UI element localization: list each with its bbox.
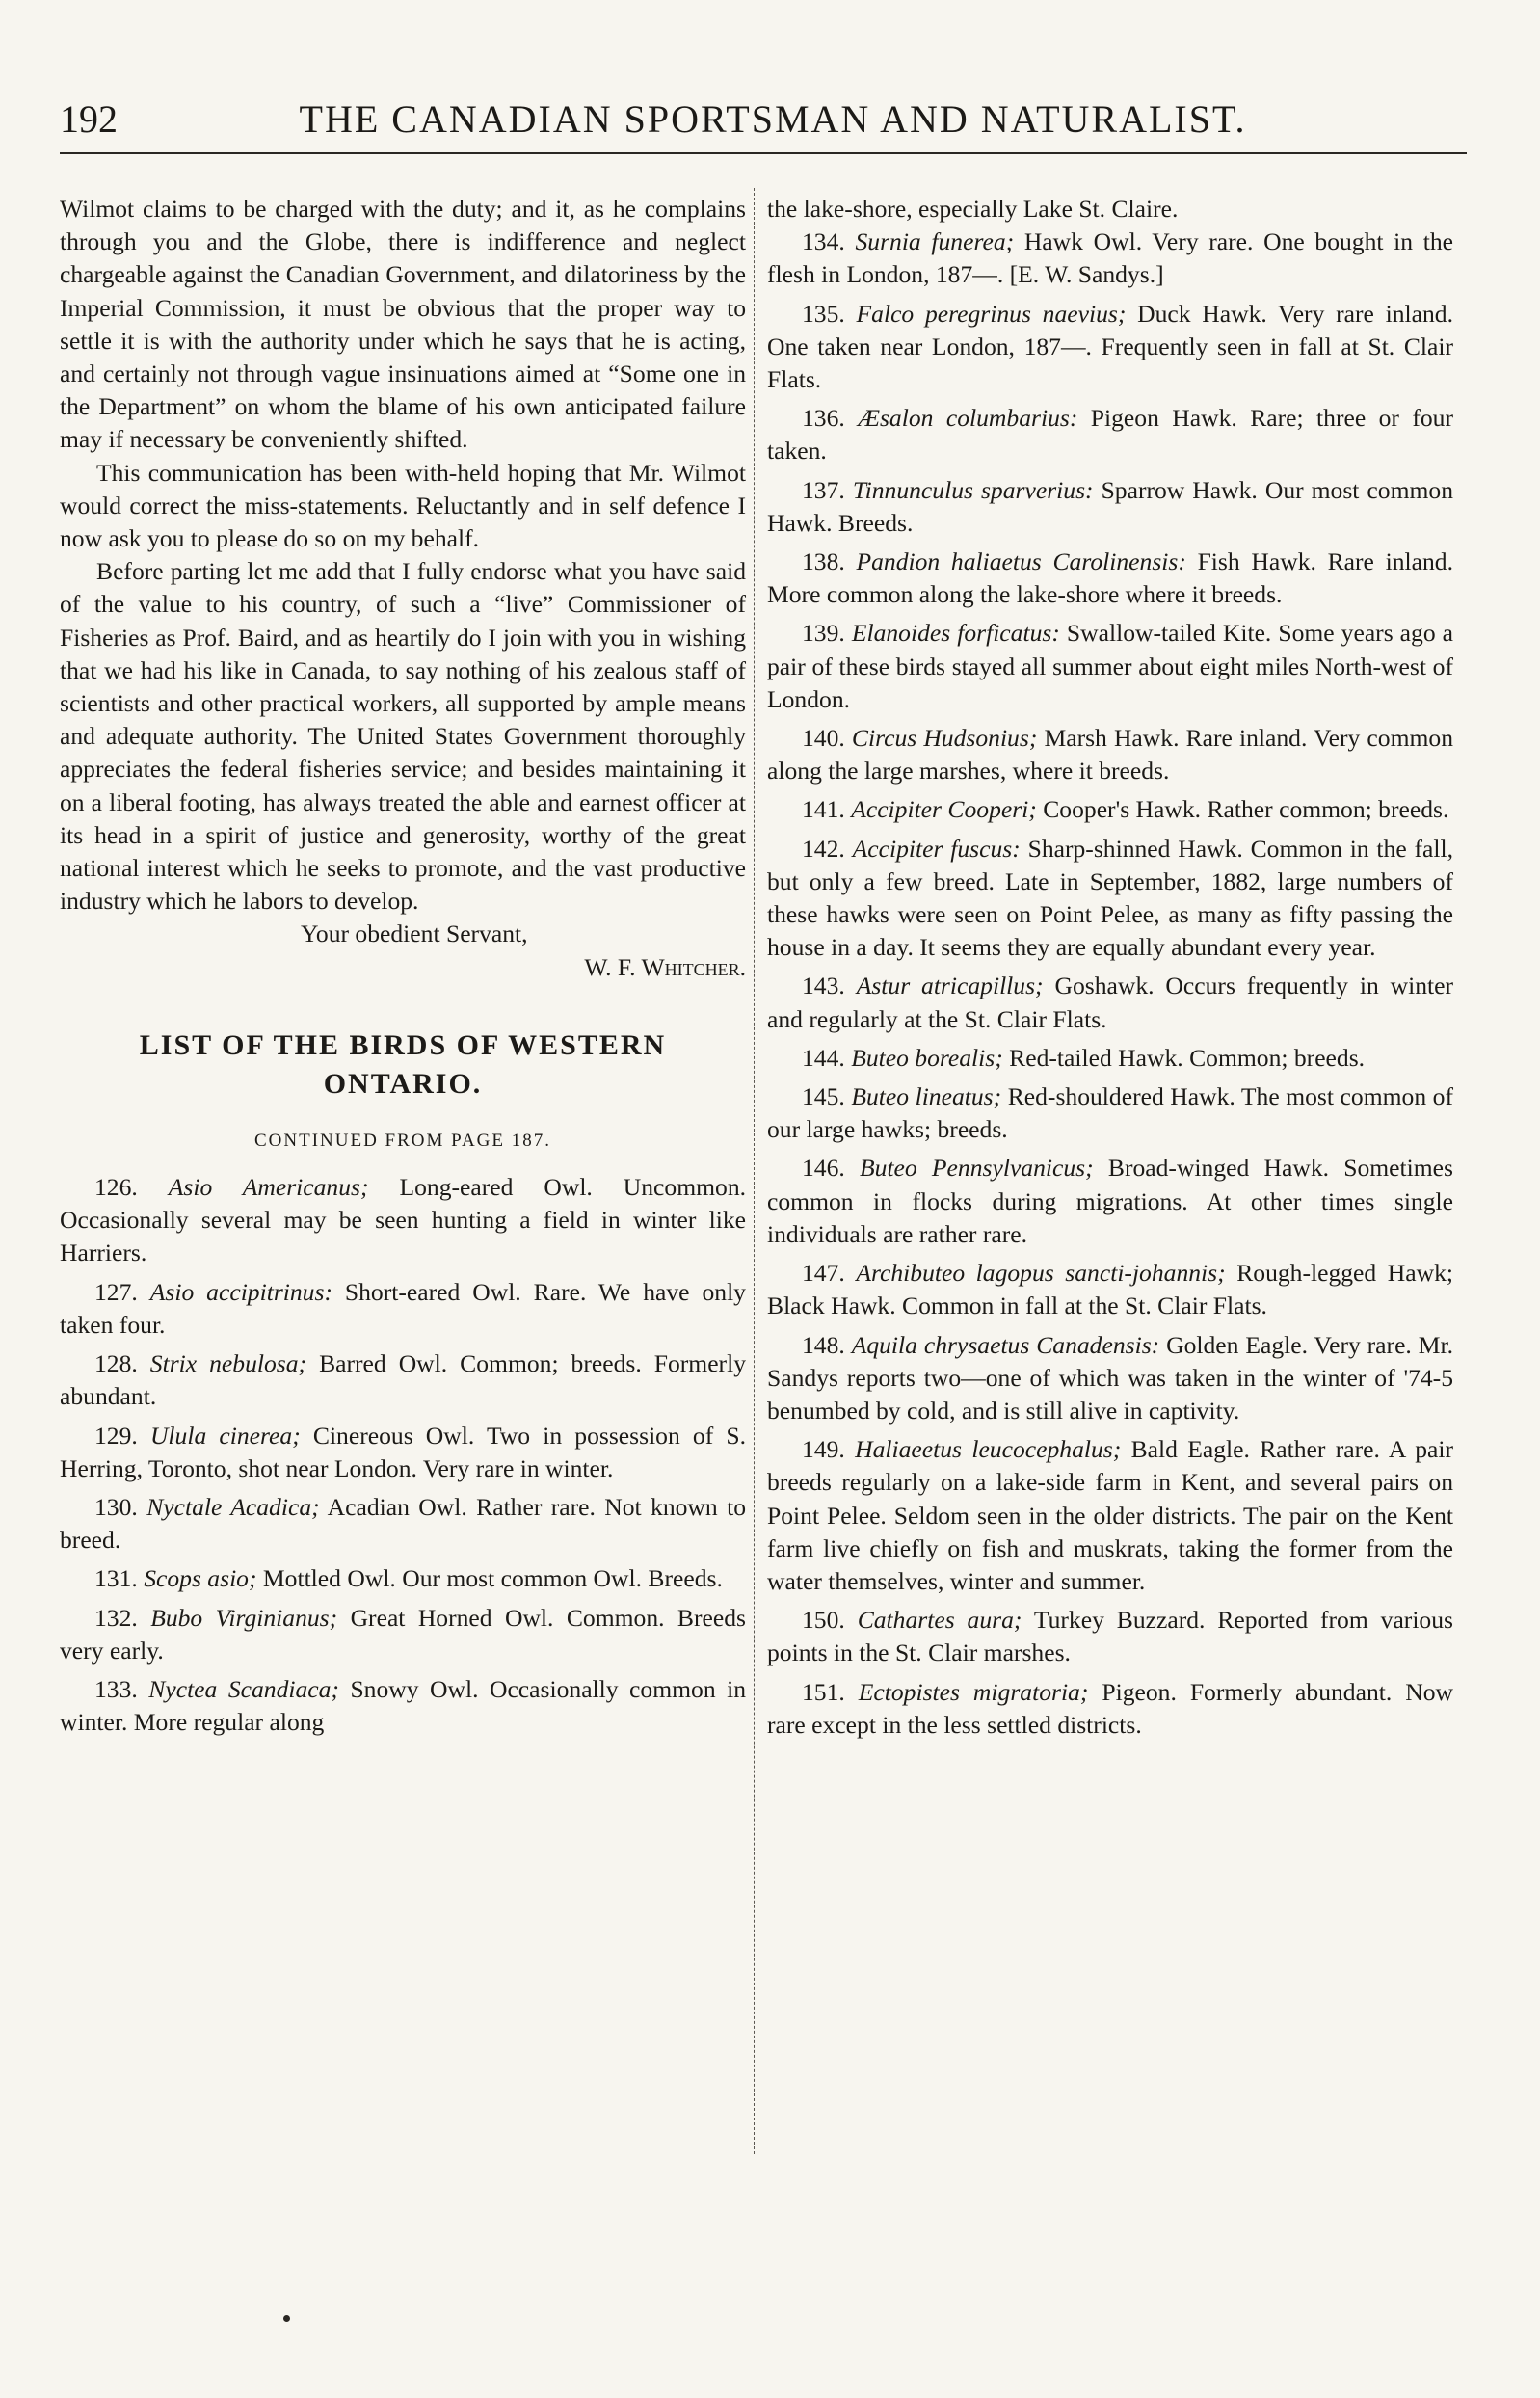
bird-entry (767, 1257, 1453, 1322)
entry-number: 146. (802, 1154, 845, 1183)
right-column (767, 193, 1453, 1747)
bird-entry (767, 1604, 1453, 1669)
bird-entry (60, 1491, 746, 1557)
entry-number: 129. (94, 1421, 138, 1450)
bird-entry (60, 1673, 746, 1739)
bird-list-right (767, 226, 1453, 1742)
entry-continuation: the lake-shore, especially Lake St. Claire. (767, 195, 1179, 223)
bird-entry (767, 1676, 1453, 1742)
letter-paragraph: Before parting let me add that I fully endorse what you have said of the value to his country, of such a “live” Commissioner of Fisheries as Prof. Baird, and as heartily do I join with you in wishing that we had his like in Canada, to say nothing of his zealous staff of scientists and other practical workers, all supported by ample means and adequate authority. The United States Government thoroughly appreciates the federal fisheries service; and besides maintaining it on a liberal footing, has always treated the able and earnest officer at its head in a spirit of justice and generosity, worthy of the great national interest which he seeks to promote, and the vast productive industry which he labors to develop. (60, 557, 746, 916)
entry-description: Bald Eagle. Rather rare. A pair breeds regularly on a lake-side farm in Kent, and several pairs on Point Pelee. Seldom seen in the older districts. The pair on the Kent farm live chiefly on fish and muskrats, taking the former from the water themselves, winter and summer. (767, 1435, 1454, 1595)
running-title: THE CANADIAN SPORTSMAN AND NATURALIST. (299, 96, 1247, 141)
left-column (60, 193, 746, 1745)
bird-entry (60, 1276, 746, 1342)
entry-number: 131. (94, 1564, 138, 1593)
column-divider (754, 188, 755, 2154)
entry-number: 136. (802, 404, 845, 433)
scientific-name: Ectopistes migratoria; (858, 1677, 1089, 1706)
scientific-name: Aquila chrysaetus Canadensis: (851, 1330, 1160, 1359)
entry-number: 144. (802, 1043, 845, 1072)
entry-description: Rough-legged Hawk; Black Hawk. Common in fall at the St. Clair Flats. (767, 1259, 1453, 1320)
entry-number: 139. (802, 619, 845, 648)
entry-number: 143. (802, 972, 845, 1000)
entry-number: 148. (802, 1330, 845, 1359)
entry-description: Pigeon Hawk. Rare; three or four taken. (767, 404, 1453, 466)
scientific-name: Astur atricapillus; (856, 972, 1044, 1000)
entry-number: 149. (802, 1435, 845, 1464)
entry-number: 140. (802, 724, 845, 753)
entry-description: Duck Hawk. Very rare inland. One taken near London, 187—. Frequently seen in fall at St. Clair Flats. (767, 299, 1453, 394)
bird-entry (767, 793, 1453, 826)
entry-description: Goshawk. Occurs frequently in winter and regularly at the St. Clair Flats. (767, 972, 1454, 1033)
entry-description: Broad-winged Hawk. Sometimes common in flocks during migrations. At other times single individuals are rather rare. (767, 1154, 1453, 1248)
entry-number: 132. (94, 1603, 138, 1632)
entry-number: 147. (802, 1259, 845, 1288)
bird-entry (767, 298, 1453, 397)
entry-description: Mottled Owl. Our most common Owl. Breeds. (262, 1564, 723, 1593)
scientific-name: Falco peregrinus naevius; (856, 299, 1127, 328)
entry-number: 127. (94, 1277, 138, 1306)
letter-paragraph: This communication has been with-held hoping that Mr. Wilmot would correct the miss-statements. Reluctantly and in self defence I now ask you to please do so on my behalf. (60, 458, 746, 553)
scientific-name: Accipiter Cooperi; (851, 795, 1037, 824)
entry-description: Golden Eagle. Very rare. Mr. Sandys reports two—one of which was taken in the winter of '74-5 benumbed by cold, and is still alive in captivity. (767, 1330, 1453, 1425)
scientific-name: Tinnunculus sparverius: (852, 475, 1094, 504)
bird-entry (767, 226, 1453, 291)
page-number: 192 (60, 96, 118, 141)
continued-note: CONTINUED FROM PAGE 187. (253, 1130, 552, 1151)
scientific-name: Bubo Virginianus; (150, 1603, 338, 1632)
scientific-name: Cathartes aura; (857, 1606, 1022, 1635)
entry-number: 142. (802, 834, 845, 863)
entry-number: 130. (94, 1492, 138, 1521)
entry-number: 151. (802, 1677, 845, 1706)
bird-entry (767, 474, 1453, 540)
entry-number: 134. (802, 227, 845, 256)
entry-description: Turkey Buzzard. Reported from various points in the St. Clair marshes. (767, 1606, 1453, 1667)
bird-entry (60, 1171, 746, 1270)
entry-number: 145. (802, 1082, 845, 1111)
entry-description: Short-eared Owl. Rare. We have only taken four. (60, 1277, 746, 1339)
scientific-name: Ulula cinerea; (149, 1421, 301, 1450)
entry-description: Cooper's Hawk. Rather common; breeds. (1043, 795, 1449, 824)
entry-description: Swallow-tailed Kite. Some years ago a pair of these birds stayed all summer about eight miles North-west of London. (767, 619, 1454, 713)
bird-entry (767, 1329, 1453, 1428)
entry-description: Sharp-shinned Hawk. Common in the fall, but only a few breed. Late in September, 1882, large numbers of these hawks were seen on Point Pelee, as many as fifty passing the house in a day. It seems they are equally abundant every year. (767, 834, 1454, 962)
bird-entry (767, 617, 1453, 716)
entry-description: Red-tailed Hawk. Common; breeds. (1009, 1043, 1366, 1072)
scientific-name: Pandion haliaetus Carolinensis: (856, 547, 1186, 576)
bird-entry (60, 1602, 746, 1667)
bird-entry (767, 722, 1453, 787)
page-header (60, 85, 1467, 154)
entry-number: 141. (802, 795, 845, 824)
scientific-name: Asio accipitrinus: (149, 1277, 332, 1306)
bird-entry (767, 1152, 1453, 1251)
letter-paragraph: Wilmot claims to be charged with the duty; and it, as he complains through you and the Globe, there is indifference and neglect chargeable against the Canadian Government, and dilatoriness by the Imperial Commission, it must be obvious that the proper way to settle it is with the authority under which he says that he is acting, and certainly not through vague insinuations aimed at “Some one in the Department” on whom the blame of his own anticipated failure may if necessary be conveniently shifted. (60, 195, 746, 454)
bird-entry (767, 970, 1453, 1035)
list-title: LIST OF THE BIRDS OF WESTERN ONTARIO. (139, 1028, 667, 1100)
bird-entry (767, 1042, 1453, 1075)
bird-entry (767, 402, 1453, 467)
entry-description: Sparrow Hawk. Our most common Hawk. Breeds. (767, 475, 1453, 537)
scientific-name: Buteo lineatus; (851, 1082, 1002, 1111)
scientific-name: Surnia funerea; (855, 227, 1015, 256)
scientific-name: Æsalon columbarius: (858, 404, 1078, 433)
scientific-name: Circus Hudsonius; (851, 724, 1038, 753)
entry-description: Marsh Hawk. Rare inland. Very common along the large marshes, where it breeds. (767, 724, 1453, 786)
letter-signature: W. F. Whitcher. (584, 952, 746, 981)
scientific-name: Scops asio; (144, 1564, 257, 1593)
scientific-name: Buteo borealis; (851, 1043, 1003, 1072)
scientific-name: Buteo Pennsylvanicus; (860, 1154, 1094, 1183)
bird-entry (60, 1420, 746, 1485)
entry-number: 133. (94, 1674, 138, 1703)
scientific-name: Asio Americanus; (168, 1173, 369, 1202)
bird-entry (60, 1347, 746, 1413)
bird-entry (767, 833, 1453, 965)
entry-description: Pigeon. Formerly abundant. Now rare except in the less settled districts. (767, 1677, 1453, 1739)
entry-description: Red-shouldered Hawk. The most common of our large hawks; breeds. (767, 1082, 1453, 1144)
scientific-name: Nyctea Scandiaca; (148, 1674, 339, 1703)
entry-description: Cinereous Owl. Two in possession of S. Herring, Toronto, shot near London. Very rare in winter. (60, 1421, 747, 1482)
entry-number: 126. (94, 1173, 138, 1202)
bird-entry (60, 1562, 746, 1595)
bird-entry (767, 1433, 1453, 1598)
entry-description: Long-eared Owl. Uncommon. Occasionally several may be seen hunting a field in winter like Harriers. (60, 1173, 747, 1267)
bird-entry (767, 1080, 1453, 1146)
entry-number: 135. (802, 299, 845, 328)
scientific-name: Accipiter fuscus: (852, 834, 1021, 863)
entry-description: Hawk Owl. Very rare. One bought in the flesh in London, 187—. [E. W. Sandys.] (767, 227, 1453, 289)
bird-entry (767, 546, 1453, 611)
entry-number: 138. (802, 547, 845, 576)
bird-list-left (60, 1171, 746, 1739)
letter-closing: Your obedient Servant, (301, 919, 528, 948)
entry-number: 150. (802, 1606, 845, 1635)
entry-description: Great Horned Owl. Common. Breeds very early. (60, 1603, 746, 1665)
scientific-name: Strix nebulosa; (149, 1349, 307, 1378)
scientific-name: Nyctale Acadica; (146, 1492, 320, 1521)
entry-number: 137. (802, 475, 845, 504)
scientific-name: Haliaeetus leucocephalus; (855, 1435, 1122, 1464)
scientific-name: Elanoides forficatus: (851, 619, 1060, 648)
scientific-name: Archibuteo lagopus sancti-johannis; (856, 1259, 1226, 1288)
entry-description: Barred Owl. Common; breeds. Formerly abundant. (60, 1349, 746, 1411)
entry-number: 128. (94, 1349, 138, 1378)
entry-description: Fish Hawk. Rare inland. More common along the lake-shore where it breeds. (767, 547, 1453, 609)
printer-mark (283, 2315, 290, 2322)
entry-description: Acadian Owl. Rather rare. Not known to breed. (60, 1492, 746, 1555)
entry-description: Snowy Owl. Occasionally common in winter. More regular along (60, 1674, 746, 1737)
